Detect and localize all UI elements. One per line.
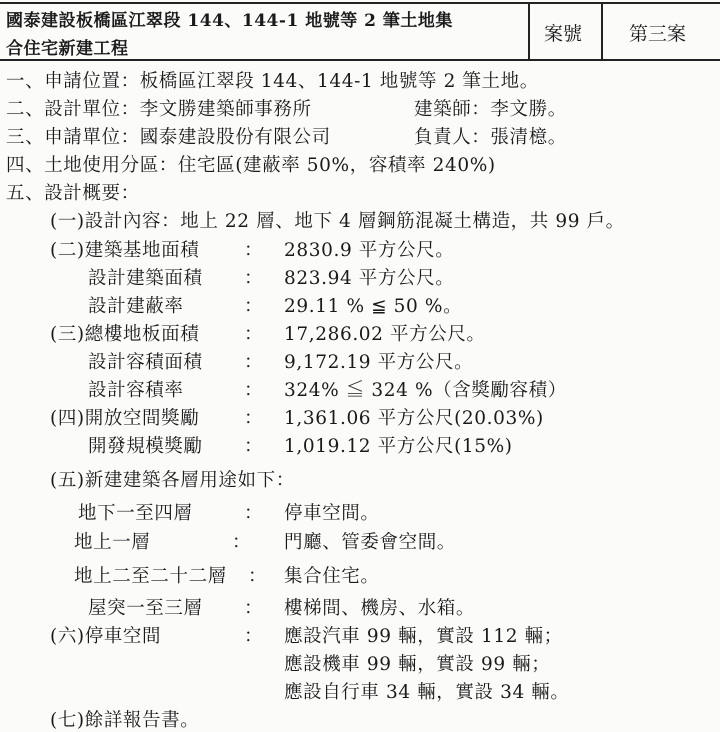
row-value: 1,361.06 平方公尺(20.03%): [284, 408, 544, 429]
row-value: 823.94 平方公尺。: [284, 268, 455, 289]
row-colon: ：: [244, 324, 264, 345]
usage-floor: 地上二至二十二層: [74, 566, 227, 587]
usage-floor: 屋突一至三層: [88, 598, 203, 619]
project-title-line1: 國泰建設板橋區江翠段 144、144-1 地號等 2 筆土地集: [6, 11, 453, 31]
row-colon: ：: [244, 268, 264, 289]
usage-purpose: 門廳、管委會空間。: [284, 532, 456, 553]
row-value: 1,019.12 平方公尺(15%): [284, 436, 513, 457]
usage-purpose: 樓梯間、機房、水箱。: [284, 598, 476, 619]
usage-title: (五)新建建築各層用途如下：: [50, 470, 295, 491]
row-label: 開發規模獎勵: [88, 436, 203, 457]
row-label: (三)總樓地板面積: [50, 324, 200, 345]
usage-floor: 地上一層: [74, 532, 151, 553]
usage-purpose: 停車空間。: [284, 503, 380, 524]
project-title-line2: 合住宅新建工程: [6, 39, 129, 59]
row-colon: ：: [244, 296, 264, 317]
row-label: (四)開放空間獎勵: [50, 408, 200, 429]
usage-colon: ：: [244, 598, 264, 619]
row-label: 設計容積面積: [88, 352, 203, 373]
row-label: 設計建築面積: [88, 268, 203, 289]
item-applicant: 三、申請單位：國泰建設股份有限公司: [6, 127, 331, 148]
row-colon: ：: [244, 240, 264, 261]
item-zoning: 四、土地使用分區：住宅區(建蔽率 50%，容積率 240%): [6, 155, 496, 176]
usage-colon: ：: [248, 566, 268, 587]
row-colon: ：: [244, 352, 264, 373]
row-label: 設計建蔽率: [88, 296, 184, 317]
row-colon: ：: [244, 380, 264, 401]
row-value: 324% ≦ 324 %（含獎勵容積）: [284, 380, 567, 401]
usage-colon: ：: [244, 503, 264, 524]
header-table: [0, 0, 720, 61]
item-responsible-person: 負責人：張清檍。: [414, 127, 567, 148]
table-divider: [528, 2, 530, 60]
row-label: (二)建築基地面積: [50, 240, 200, 261]
other-details: (七)餘詳報告書。: [50, 710, 200, 731]
item-design-summary: 五、設計概要：: [6, 183, 140, 204]
design-content: (一)設計內容：地上 22 層、地下 4 層鋼筋混凝土構造，共 99 戶。: [50, 211, 625, 232]
row-colon: ：: [244, 436, 264, 457]
table-bottom-border: [0, 59, 720, 61]
item-design-unit: 二、設計單位：李文勝建築師事務所: [6, 99, 312, 120]
case-number-label: 案號: [544, 23, 583, 45]
table-top-border: [0, 2, 720, 4]
item-architect: 建築師：李文勝。: [414, 99, 567, 120]
item-location: 一、申請位置：板橋區江翠段 144、144-1 地號等 2 筆土地。: [6, 71, 539, 92]
row-value: 9,172.19 平方公尺。: [284, 352, 474, 373]
parking-bicycle: 應設自行車 34 輛，實設 34 輛。: [284, 682, 570, 703]
row-value: 2830.9 平方公尺。: [284, 240, 455, 261]
row-colon: ：: [244, 408, 264, 429]
parking-scooter: 應設機車 99 輛，實設 99 輛；: [284, 654, 551, 675]
row-value: 29.11 % ≦ 50 %。: [284, 296, 463, 317]
parking-label: (六)停車空間: [50, 626, 162, 647]
parking-car: 應設汽車 99 輛，實設 112 輛；: [284, 626, 563, 647]
row-value: 17,286.02 平方公尺。: [284, 324, 486, 345]
parking-colon: ：: [244, 626, 264, 647]
case-number-value: 第三案: [629, 23, 687, 45]
usage-floor: 地下一至四層: [78, 503, 193, 524]
usage-purpose: 集合住宅。: [284, 566, 380, 587]
row-label: 設計容積率: [88, 380, 184, 401]
usage-colon: ：: [232, 532, 252, 553]
table-divider: [601, 2, 603, 60]
